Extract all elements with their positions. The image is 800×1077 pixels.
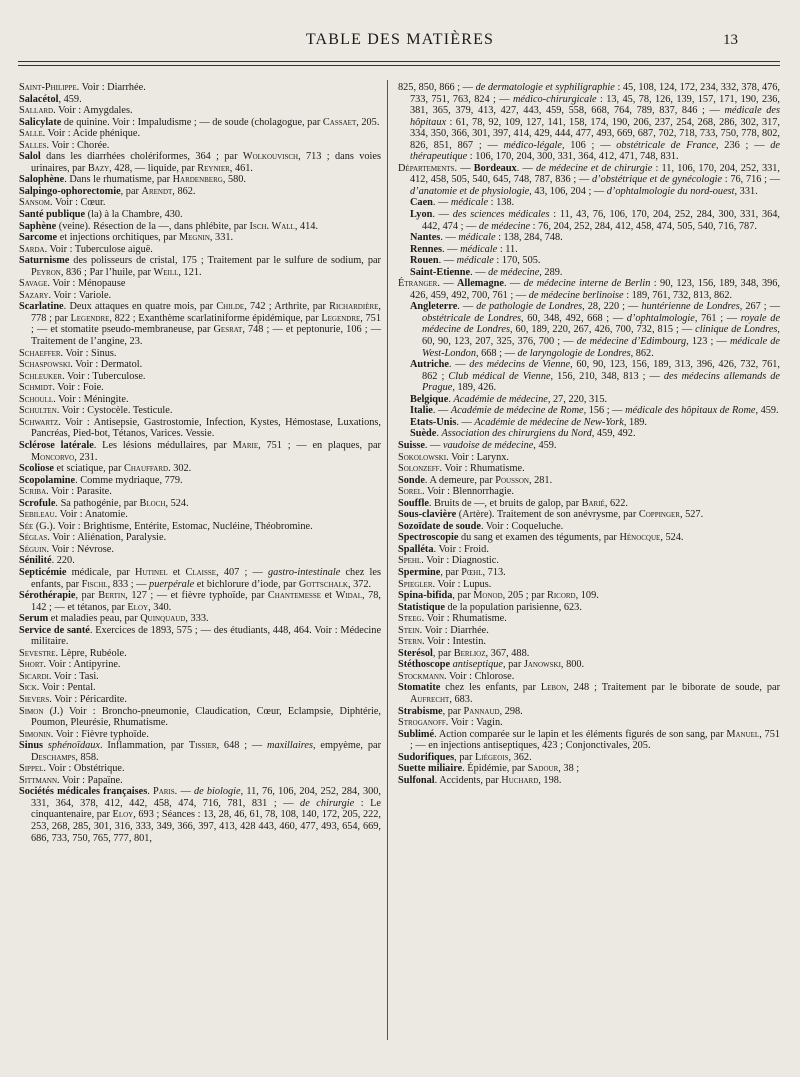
index-entry: Statistique de la population parisienne, 623. — [398, 601, 582, 613]
index-entry: Sittmann. Voir : Papaïne. — [19, 774, 123, 786]
index-entry: Etats-Unis. — Académie de médecine de New-York, 189. — [410, 416, 647, 428]
index-entry: Schoull. Voir : Méningite. — [19, 393, 129, 405]
index-entry: Salles. Voir : Chorée. — [19, 139, 110, 151]
index-entry: Sazary. Voir : Variole. — [19, 289, 112, 301]
index-entry: Rennes. — médicale : 11. — [410, 243, 518, 255]
index-entry: Stéthoscope antiseptique, par Janowski, 800. — [398, 659, 585, 671]
index-entry: Spectroscopie du sang et examen des téguments, par Hénocque, 524. — [398, 532, 684, 544]
index-entry: Rouen. — médicale : 170, 505. — [410, 255, 541, 267]
index-entry: Italie. — Académie de médecine de Rome, 156 ; — médicale des hôpitaux de Rome, 459. — [410, 405, 779, 417]
index-entry: Sérothérapie, par Bertin, 127 ; — et fièvre typhoïde, par Chantemesse et Widal, 78, 142 ; — et tétanos, par Eloy, 340. — [19, 590, 381, 613]
index-entry: Saturnisme des polisseurs de cristal, 175 ; Traitement par le sulfure de sodium, par Peyron, 836 ; Par l’huile, par Weill, 121. — [19, 255, 381, 278]
index-entry: Sudorifiques, par Liégeois, 362. — [398, 751, 532, 763]
index-entry: Sée (G.). Voir : Brightisme, Entérite, Estomac, Nucléine, Théobromine. — [19, 520, 313, 532]
index-entry: Autriche. — des médecins de Vienne, 60, 90, 123, 156, 189, 313, 396, 426, 732, 761, 862 ; Club médical de Vienne, 156, 210, 348, 813 ; — des médecins allemands de Prague, 189, 426. — [410, 359, 780, 394]
left-column — [19, 82, 381, 844]
index-entry: Salle. Voir : Acide phénique. — [19, 128, 141, 140]
index-entry: Stomatite chez les enfants, par Lebon, 248 ; Traitement par le biborate de soude, par Aufrecht, 683. — [398, 682, 781, 705]
index-entry: Spermine, par Pœhl, 713. — [398, 566, 506, 578]
index-entry: Sievers. Voir : Péricardite. — [19, 693, 127, 705]
right-column — [398, 82, 780, 786]
index-entry: Spiegler. Voir : Lupus. — [398, 578, 492, 590]
index-entry: Sinus sphénoïdaux. Inflammation, par Tissier, 648 ; — maxillaires, empyème, par Deschamps, 858. — [19, 740, 381, 763]
index-entry: Schulten. Voir : Cystocèle. Testicule. — [19, 405, 173, 417]
index-entry: Simonin. Voir : Fièvre typhoïde. — [19, 728, 149, 740]
index-entry: Sous-clavière (Artère). Traitement de son anévrysme, par Coppinger, 527. — [398, 509, 704, 521]
index-entry: Angleterre. — de pathologie de Londres, 28, 220 ; — huntérienne de Londres, 267 ; — obstétricale de Londres, 60, 348, 492, 668 ; — d’ophtalmologie, 761 ; — royale de médecine de Londres, 60, 189, 220, 267, 426, 700, 732, 815 ; — clinique de Londres, 60, 90, 123, 207, 325, 376, 700 ; — de médecine d’Edimbourg, 123 ; — médicale de West-London, 668 ; — de laryngologie de Londres, 862. — [410, 301, 781, 359]
index-entry: Sublimé. Action comparée sur le lapin et les éléments figurés de son sang, par Manuel, 751 ; — en injections antiseptiques, 423 ; Conjonctivales, 205. — [398, 728, 781, 752]
index-entry: Septicémie médicale, par Hutinel et Claisse, 407 ; — gastro-intestinale chez les enfants, par Fischl, 833 ; — puerpérale et bichlorure d’iode, par Gottschalk, 372. — [19, 566, 381, 590]
index-entry: Spalléta. Voir : Froid. — [398, 543, 489, 555]
index-entry: Stockmann. Voir : Chlorose. — [398, 670, 515, 682]
index-entry: Salacétol, 459. — [19, 93, 82, 105]
index-entry: Steeg. Voir : Rhumatisme. — [398, 613, 507, 625]
index-entry: Sevestre. Lèpre, Rubéole. — [19, 647, 127, 659]
index-entry: Suisse. — vaudoise de médecine, 459. — [398, 439, 557, 451]
index-entry: Sociétés médicales françaises. Paris. — de biologie, 11, 76, 106, 204, 252, 284, 300, 331, 364, 378, 412, 442, 458, 474, 716, 781, 831 ; — de chirurgie : Le cinquantenaire, par Eloy, 693 ; Séances : 13, 28, 46, 61, 78, 108, 140, 172, 205, 222, 253, 268, 285, 301, 316, 333, 349, 366, 397, 413, 428 443, 460, 477, 493, 654, 669, 686, 733, 750, 765, 777, 801, — [19, 786, 381, 844]
index-entry: Service de santé. Exercices de 1893, 575 ; — des étudiants, 448, 464. Voir : Médecine militaire. — [19, 624, 382, 648]
index-entry: Saint-Etienne. — de médecine, 289. — [410, 266, 563, 278]
index-entry: Sénilité. 220. — [19, 555, 75, 567]
index-entry: 825, 850, 866 ; — de dermatologie et syphiligraphie : 45, 108, 124, 172, 234, 332, 378, 476, 733, 751, 763, 824 ; — médico-chirurgicale : 13, 45, 78, 126, 139, 157, 171, 190, 236, 381, 365, 379, 413, 427, 443, 459, 558, 668, 764, 789, 837, 846 ; — médicale des hôpitaux : 61, 78, 92, 109, 127, 141, 158, 174, 190, 206, 237, 254, 268, 286, 302, 317, 334, 350, 366, 301, 397, 414, 429, 444, 477, 493, 669, 687, 702, 718, 733, 750, 778, 802, 826, 851, 867 ; — médico-légale, 106 ; — obstétricale de France, 236 ; — de thérapeutique : 106, 170, 204, 300, 331, 364, 412, 471, 748, 831. — [398, 82, 781, 163]
index-entry: Sebileau. Voir : Anatomie. — [19, 509, 128, 521]
index-entry: Scopolamine. Comme mydriaque, 779. — [19, 474, 183, 486]
index-entry: Lyon. — des sciences médicales : 11, 43, 76, 106, 170, 204, 252, 284, 300, 331, 364, 442, 474 ; — de médecine : 76, 204, 252, 284, 412, 458, 474, 505, 540, 716, 787. — [410, 209, 780, 232]
index-entry: Schaeffer. Voir : Sinus. — [19, 347, 117, 359]
index-entry: Étranger. — Allemagne. — de médecine interne de Berlin : 90, 123, 156, 189, 348, 396, 426, 459, 492, 700, 761 ; — de médecine berlinoise : 189, 761, 732, 813, 862. — [398, 278, 780, 301]
index-entry: Belgique. Académie de médecine, 27, 220, 315. — [410, 393, 608, 405]
index-entry: Schleuker. Voir : Tuberculose. — [19, 370, 146, 382]
index-entry: Serum et maladies peau, par Quinquaud, 333. — [19, 613, 209, 625]
index-entry: Spehl. Voir : Diagnostic. — [398, 555, 499, 567]
index-entry: Short. Voir : Antipyrine. — [19, 659, 121, 671]
index-entry: Savage. Voir : Ménopause — [19, 278, 126, 290]
index-entry: Sansom. Voir : Cœur. — [19, 197, 106, 209]
index-entry: Sclérose latérale. Les lésions médullaires, par Marie, 751 ; — en plaques, par Moncorvo, 231. — [19, 439, 381, 463]
index-entry: Nantes. — médicale : 138, 284, 748. — [410, 232, 563, 244]
index-entry: Scoliose et sciatique, par Chauffard. 302. — [19, 463, 192, 475]
index-entry: Sarcome et injections orchitiques, par Megnin, 331. — [19, 232, 234, 244]
index-entry: Spina-bifida, par Monod, 205 ; par Ricord, 109. — [398, 590, 599, 602]
index-entry: Schaspowski. Voir : Dermatol. — [19, 359, 143, 371]
index-entry: Caen. — médicale : 138. — [410, 197, 515, 209]
index-entry: Sick. Voir : Pental. — [19, 682, 96, 694]
index-entry: Salophène. Dans le rhumatisme, par Hardenberg, 580. — [19, 174, 246, 186]
index-entry: Salicylate de quinine. Voir : Impaludisme ; — de soude (cholagogue, par Cassaet, 205. — [19, 116, 380, 128]
index-entry: Départements. — Bordeaux. — de médecine et de chirurgie : 11, 106, 170, 204, 252, 331, 412, 458, 505, 540, 645, 748, 787, 836 ; — d’obstétrique et de gynécologie : 76, 716 ; — d’anatomie et de physiologie, 43, 106, 204 ; — d’ophtalmologie du nord-ouest, 331. — [398, 162, 781, 197]
index-entry: Schwartz. Voir : Antisepsie, Gastrostomie, Infection, Kystes, Hémostase, Luxations, Pancréas, Pied-bot, Tétanos, Varices. Vessie. — [19, 416, 381, 440]
index-entry: Sokolowski. Voir : Larynx. — [398, 451, 509, 463]
index-entry: Sulfonal. Accidents, par Huchard, 198. — [398, 774, 562, 786]
index-entry: Stroganoff. Voir : Vagin. — [398, 717, 503, 729]
index-entry: Sterésol, par Berlioz, 367, 488. — [398, 647, 530, 659]
index-entry: Sallard. Voir : Amygdales. — [19, 105, 133, 117]
column-divider — [387, 80, 388, 1040]
index-entry: Stern. Voir : Intestin. — [398, 636, 486, 648]
index-entry: Scrofule. Sa pathogénie, par Bloch, 524. — [19, 497, 189, 509]
index-entry: Strabisme, par Pannaud, 298. — [398, 705, 523, 717]
index-entry: Sicardi. Voir : Tasi. — [19, 670, 99, 682]
index-entry: Simon (J.) Voir : Broncho-pneumonie, Claudication, Cœur, Eclampsie, Diphtérie, Poumon, Pleurésie, Rhumatisme. — [19, 705, 381, 729]
index-entry: Saphène (veine). Résection de la —, dans phlébite, par Isch. Wall, 414. — [19, 220, 319, 232]
index-entry: Saint-Philippe. Voir : Diarrhée. — [19, 82, 146, 93]
index-entry: Séguin. Voir : Névrose. — [19, 543, 114, 555]
index-entry: Suette miliaire. Épidémie, par Sadour, 38 ; — [398, 763, 580, 775]
index-entry: Sozoïdate de soude. Voir : Coqueluche. — [398, 520, 564, 532]
index-entry: Séglas. Voir : Aliénation, Paralysie. — [19, 532, 167, 544]
running-title: TABLE DES MATIÈRES — [305, 31, 495, 48]
index-entry: Souffle. Bruits de —, et bruits de galop, par Barié, 622. — [398, 497, 628, 509]
index-entry: Stein. Voir : Diarrhée. — [398, 624, 489, 636]
index-entry: Sonde. A demeure, par Pousson, 281. — [398, 474, 553, 486]
index-entry: Sorel. Voir : Blennorrhagie. — [398, 486, 515, 498]
index-entry: Scriba. Voir : Parasite. — [19, 486, 112, 498]
index-entry: Scarlatine. Deux attaques en quatre mois, par Childe, 742 ; Arthrite, par Richardière, 778 ; par Legendre, 822 ; Exanthème scarlatiniforme épidémique, par Legendre, 751 ; — et stomatite pseudo-membraneuse, par Gesrat, 748 ; — et peptonurie, 106 ; — Traitement de l’angine, 23. — [19, 301, 381, 348]
index-entry: Sippel. Voir : Obstétrique. — [19, 763, 125, 775]
header-rule — [18, 61, 780, 66]
index-entry: Solonzeff. Voir : Rhumatisme. — [398, 463, 525, 475]
index-entry: Santé publique (la) à la Chambre, 430. — [19, 209, 183, 221]
index-entry: Suède. Association des chirurgiens du Nord, 459, 492. — [410, 428, 636, 440]
index-entry: Salpingo-ophorectomie, par Arendt, 862. — [19, 185, 196, 197]
page-number: 13 — [723, 32, 738, 48]
index-entry: Schmidt. Voir : Foie. — [19, 382, 104, 394]
index-entry: Salol dans les diarrhées cholériformes, 364 ; par Wolkouvisch, 713 ; dans voies urinaires, par Bazy, 428, — liquide, par Reynier, 461. — [19, 151, 381, 174]
index-entry: Sarda. Voir : Tuberculose aiguë. — [19, 243, 153, 255]
